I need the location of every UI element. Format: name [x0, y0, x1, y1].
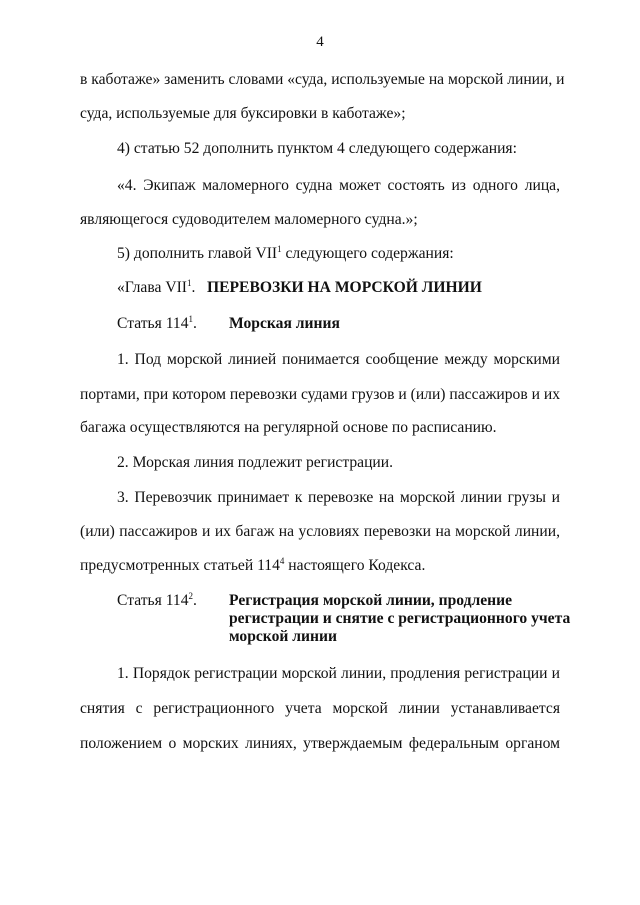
text-line: 1. Под морской линией понимается сообщение между морскими — [117, 351, 560, 368]
text-line: суда, используемые для буксировки в каботаже»; — [80, 105, 406, 122]
text-line: являющегося судоводителем маломерного судна.»; — [80, 211, 418, 228]
text-line: снятия с регистрационного учета морской линии устанавливается — [80, 700, 560, 717]
chapter-title: ПЕРЕВОЗКИ НА МОРСКОЙ ЛИНИИ — [207, 279, 482, 296]
page-number: 4 — [316, 34, 324, 50]
text-line: багажа осуществляются на регулярной основе по расписанию. — [80, 419, 497, 436]
article-label: Статья $114^2$. — [117, 591, 197, 609]
text-line: в каботаже» заменить словами «суда, используемые на морской линии, и — [80, 71, 565, 88]
article-title: Регистрация морской линии, продление — [229, 592, 513, 609]
article-title: морской линии — [229, 628, 337, 645]
article-title: Морская линия — [229, 315, 340, 332]
chapter-label: «Глава VII$^1$. — [117, 278, 196, 296]
text-line: 1. Порядок регистрации морской линии, продления регистрации и — [117, 665, 560, 682]
text-line: предусмотренных статьей $114^4$ настоящего Кодекса. — [80, 556, 426, 574]
text-line: 4) статью 52 дополнить пунктом 4 следующего содержания: — [117, 140, 517, 157]
text-line: портами, при котором перевозки судами грузов и (или) пассажиров и их — [80, 386, 560, 403]
text-line: 2. Морская линия подлежит регистрации. — [117, 454, 394, 471]
text-line: 5) дополнить главой VII$^1$ следующего содержания: — [117, 244, 454, 262]
text-line: положением о морских линиях, утверждаемым федеральным органом — [80, 735, 560, 752]
text-line: 3. Перевозчик принимает к перевозке на морской линии грузы и — [117, 489, 560, 506]
article-title: регистрации и снятие с регистрационного учета — [229, 610, 571, 627]
text-line: «4. Экипаж маломерного судна может состоять из одного лица, — [117, 177, 560, 194]
text-line: (или) пассажиров и их багаж на условиях перевозки на морской линии, — [80, 523, 560, 540]
article-label: Статья $114^1$. — [117, 314, 197, 332]
